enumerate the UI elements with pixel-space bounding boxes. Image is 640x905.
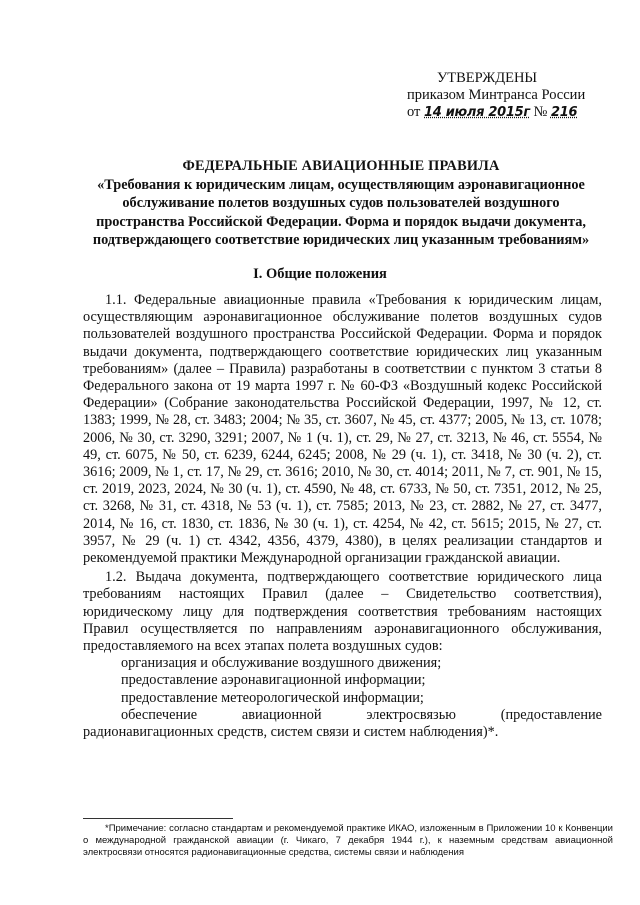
document-title — [86, 157, 596, 250]
paragraph-1-2: 1.2. Выдача документа, подтверждающего соответствие юридического лица требованиям настоящих Правил (далее – Свидетельство соответствия), юридическому лицу для подтверждения соответствия требованиям настоящих Правил осуществляется по направлениям аэронавигационного обслуживания, предоставляемого на всех этапах полета воздушных судов: — [83, 569, 602, 655]
number-label: № — [533, 104, 548, 120]
paragraph-1-1: 1.1. Федеральные авиационные правила «Требования к юридическим лицам, осуществляющим аэронавигационное обслуживание полетов воздушных судов пользователей воздушного пространства Российской Федерации. Форма и порядок выдачи документа, подтверждающего соответствие юридических лиц указанным требованиям» (далее – Правила) разработаны в соответствии с пунктом 3 статьи 8 Федерального закона от 19 марта 1997 г. № 60-ФЗ «Воздушный кодекс Российской Федерации» (Собрание законодательства Российской Федерации, 1997, № 12, ст. 1383; 1999, № 28, ст. 3483; 2004; № 35, ст. 3607, № 45, ст. 4377; 2005, № 13, ст. 1078; 2006, № 30, ст. 3290, 3291; 2007, № 1 (ч. 1), ст. 29, № 27, ст. 3213, № 46, ст. 5554, № 49, ст. 6075, № 50, ст. 6239, 6244, 6245; 2008, № 29 (ч. 1), ст. 3418, № 30 (ч. 2), ст. 3616; 2009, № 1, ст. 17, № 29, ст. 3616; 2010, № 30, ст. 4014; 2011, № 7, ст. 901, № 15, ст. 2019, 2023, 2024, № 30 (ч. 1), ст. 4590, № 48, ст. 6733, № 50, ст. 7351, 2012, № 25, ст. 3268, № 31, ст. 4318, № 53 (ч. 1), ст. 7585; 2013, № 23, ст. 2882, № 27, ст. 3477, 2014, № 16, ст. 1830, ст. 1836, № 30 (ч. 1), ст. 4254, № 42, ст. 5615; 2015, № 27, ст. 3957, № 29 (ч. 1) ст. 4342, 4356, 4379, 4380), в целях реализации стандартов и рекомендуемой практики Международной организации гражданской авиации. — [83, 292, 602, 567]
approval-date-line — [407, 104, 585, 121]
footnote-divider — [83, 818, 233, 819]
title-heading: ФЕДЕРАЛЬНЫЕ АВИАЦИОННЫЕ ПРАВИЛА — [182, 158, 500, 174]
title-subtitle: «Требования к юридическим лицам, осуществляющим аэронавигационное обслуживание полетов воздушных судов пользователей воздушного пространства Российской Федерации. Форма и порядок выдачи документа, подтверждающего соответствие юридических лиц указанным требованиям» — [92, 176, 590, 249]
list-item: предоставление аэронавигационной информации; — [121, 672, 426, 689]
list-item: предоставление метеорологической информации; — [121, 689, 424, 706]
handwritten-date: 14 июля 2015г — [424, 105, 530, 120]
body-text — [83, 292, 602, 741]
section-heading: I. Общие положения — [253, 266, 387, 282]
list-item: организация и обслуживание воздушного движения; — [121, 655, 442, 672]
footnote-text: *Примечание: согласно стандартам и рекомендуемой практике ИКАО, изложенным в Приложении 10 к Конвенции о международной гражданской авиации (г. Чикаго, 7 декабря 1944 г.), к наземным средствам авиационной электросвязи относятся радионавигационные средства, системы связи и наблюдения — [83, 823, 613, 858]
handwritten-number: 216 — [550, 105, 578, 120]
approval-stamp — [407, 70, 585, 121]
list-item-last-line1: обеспечение авиационной электросвязью (предоставление — [121, 706, 602, 723]
footnote — [83, 823, 613, 859]
from-label: от — [407, 104, 421, 120]
list-item-last-line2: радионавигационных средств, систем связи и систем наблюдения)*. — [83, 724, 499, 741]
approval-title: УТВЕРЖДЕНЫ — [437, 70, 538, 86]
approval-order: приказом Минтранса России — [407, 87, 586, 103]
